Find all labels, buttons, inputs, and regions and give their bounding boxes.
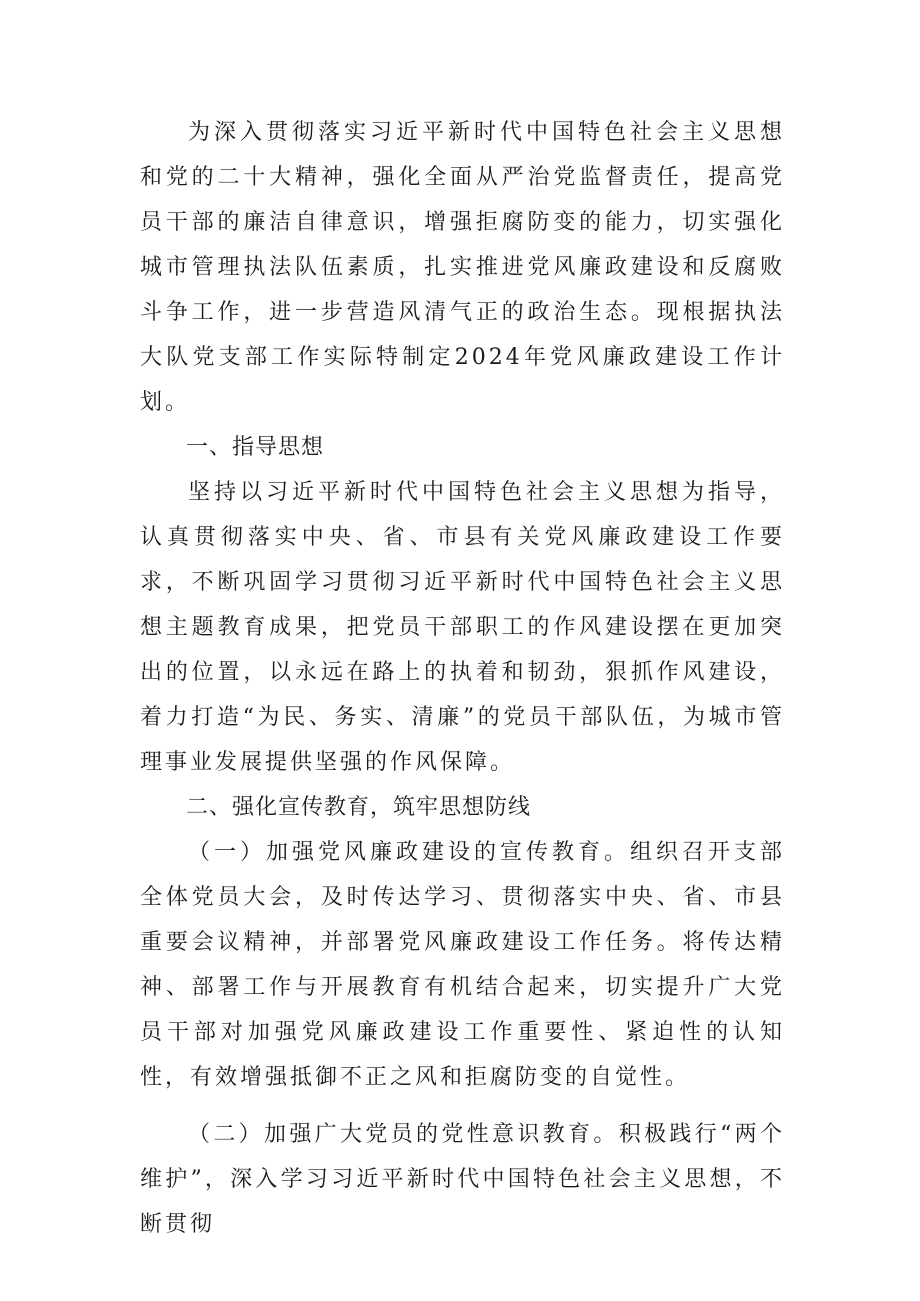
section-2-heading: 二、强化宣传教育，筑牢思想防线 — [186, 795, 532, 820]
intro-paragraph: 为深入贯彻落实习近平新时代中国特色社会主义思想和党的二十大精神，强化全面从严治党监督责任，提高党员干部的廉洁自律意识，增强拒腐防变的能力，切实强化城市管理执法队伍素质，扎实推进党风廉政建设和反腐败斗争工作，进一步营造风清气正的政治生态。现根据执法大队党支部工作实际特制定2024年党风廉政建设工作计划。 — [140, 120, 785, 415]
section-1-heading: 一、指导思想 — [186, 435, 325, 460]
section-1-paragraph: 坚持以习近平新时代中国特色社会主义思想为指导，认真贯彻落实中央、省、市县有关党风廉政建设工作要求，不断巩固学习贯彻习近平新时代中国特色社会主义思想主题教育成果，把党员干部职工的作风建设摆在更加突出的位置，以永远在路上的执着和韧劲，狠抓作风建设，着力打造“为民、务实、清廉”的党员干部队伍，为城市管理事业发展提供坚强的作风保障。 — [140, 480, 785, 775]
section-2-item-1-paragraph: （一）加强党风廉政建设的宣传教育。组织召开支部全体党员大会，及时传达学习、贯彻落实中央、省、市县重要会议精神，并部署党风廉政建设工作任务。将传达精神、部署工作与开展教育有机结合起来，切实提升广大党员干部对加强党风廉政建设工作重要性、紧迫性的认知性，有效增强抵御不正之风和拒腐防变的自觉性。 — [140, 840, 785, 1090]
section-2-item-2-paragraph: （二）加强广大党员的党性意识教育。积极践行“两个维护”，深入学习习近平新时代中国特色社会主义思想，不断贯彻 — [140, 1122, 785, 1237]
document-body — [140, 110, 785, 1247]
